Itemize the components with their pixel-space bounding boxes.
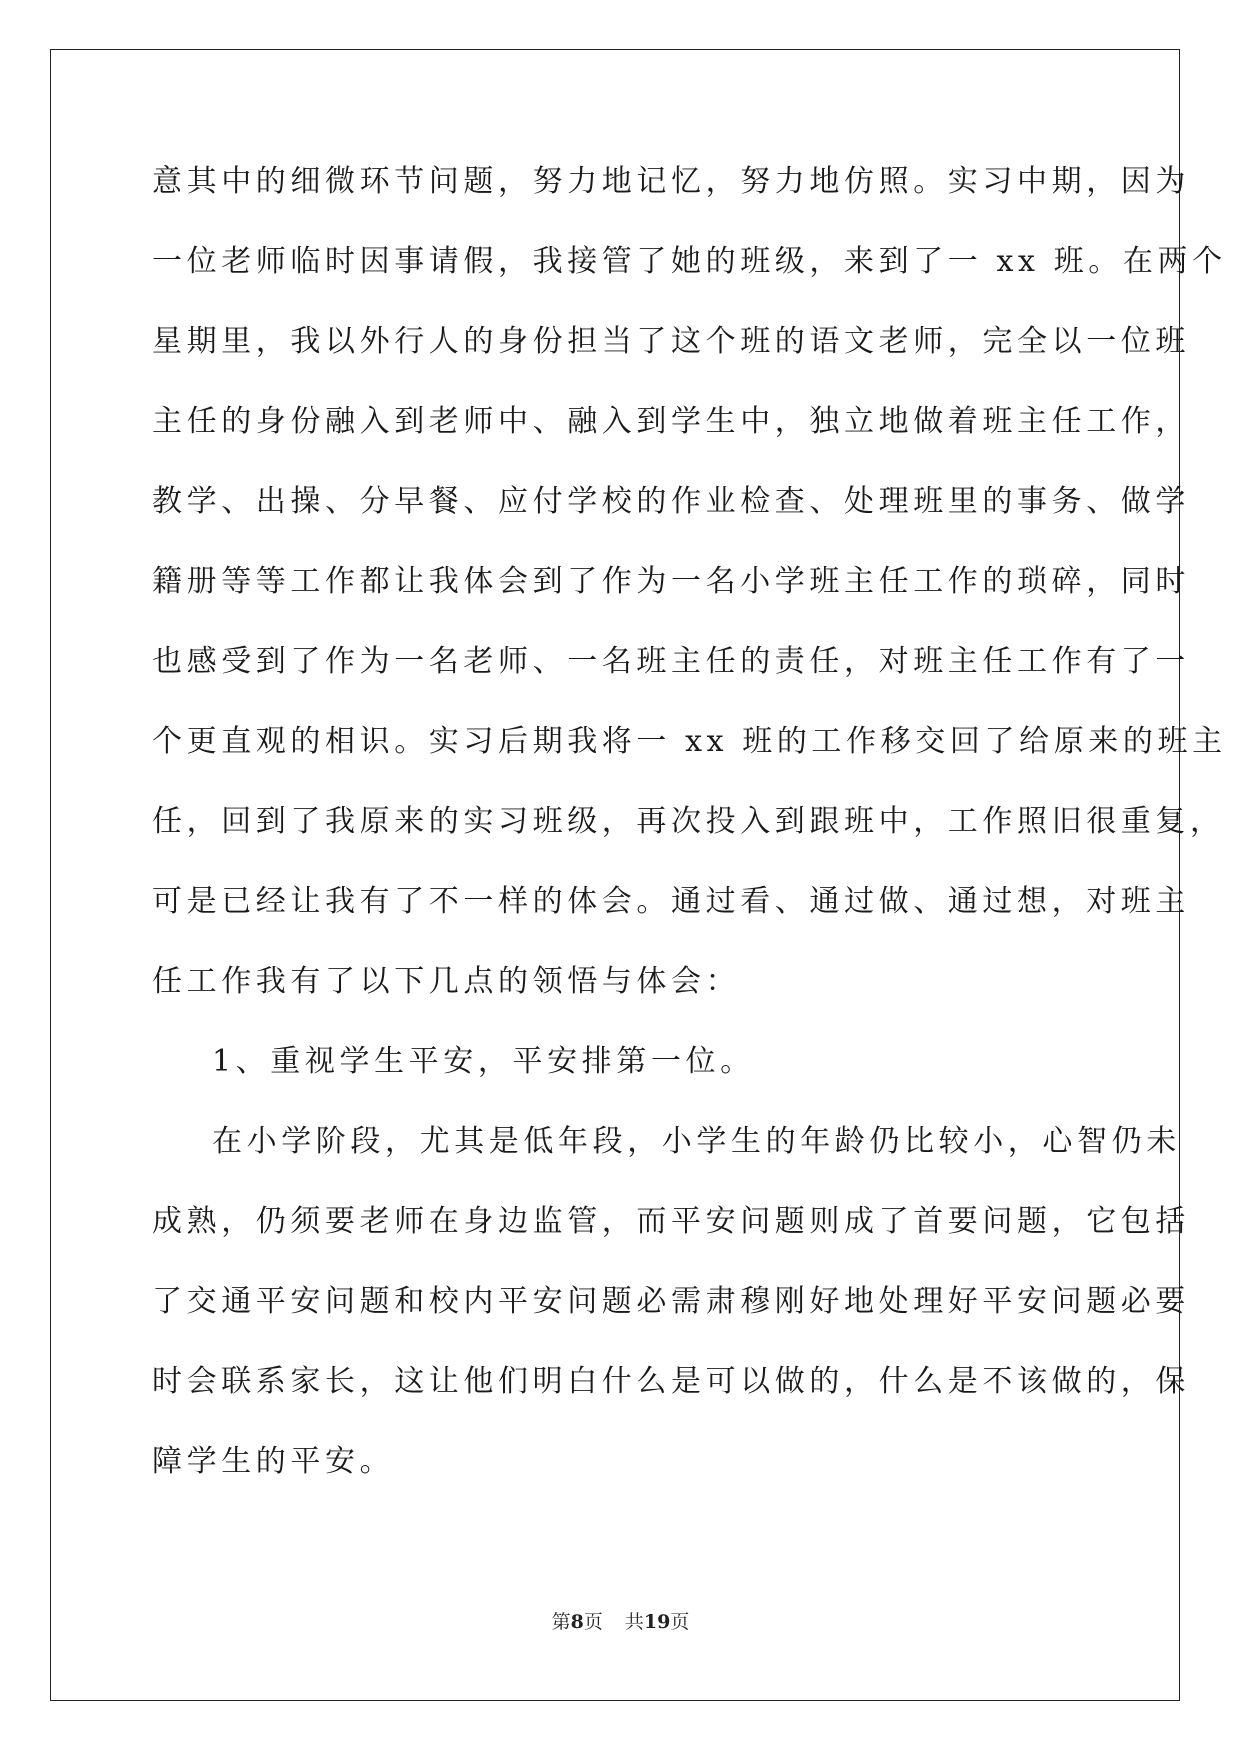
- text-line: 时会联系家长，这让他们明白什么是可以做的，什么是不该做的，保: [152, 1364, 1190, 1399]
- page-footer: [0, 1607, 1241, 1634]
- total-suffix: 页: [670, 1611, 690, 1633]
- page-prefix: 第: [551, 1611, 571, 1633]
- text-line: 个更直观的相识。实习后期我将一 xx 班的工作移交回了给原来的班主: [152, 724, 1227, 759]
- text-line: 教学、出操、分早餐、应付学校的作业检查、处理班里的事务、做学: [152, 484, 1190, 519]
- text-line: 主任的身份融入到老师中、融入到学生中，独立地做着班主任工作，: [152, 404, 1190, 439]
- text-line: 一位老师临时因事请假，我接管了她的班级，来到了一 xx 班。在两个: [152, 244, 1227, 279]
- text-line: 障学生的平安。: [152, 1444, 395, 1479]
- section-heading: 1、重视学生平安，平安排第一位。: [212, 1044, 755, 1079]
- text-line: 了交通平安问题和校内平安问题必需肃穆刚好地处理好平安问题必要: [152, 1284, 1190, 1319]
- text-line: 意其中的细微环节问题，努力地记忆，努力地仿照。实习中期，因为: [152, 164, 1190, 199]
- text-line: 可是已经让我有了不一样的体会。通过看、通过做、通过想，对班主: [152, 884, 1190, 919]
- text-line: 任，回到了我原来的实习班级，再次投入到跟班中，工作照旧很重复，: [152, 804, 1225, 839]
- text-line: 任工作我有了以下几点的领悟与体会：: [152, 964, 741, 999]
- text-line: 成熟，仍须要老师在身边监管，而平安问题则成了首要问题，它包括: [152, 1204, 1190, 1239]
- document-body: [152, 162, 1227, 1522]
- text-line: 籍册等等工作都让我体会到了作为一名小学班主任工作的琐碎，同时: [152, 564, 1190, 599]
- text-line: 也感受到了作为一名老师、一名班主任的责任，对班主任工作有了一: [152, 644, 1190, 679]
- text-line: 在小学阶段，尤其是低年段，小学生的年龄仍比较小，心智仍未: [212, 1124, 1181, 1159]
- page-total: 19: [643, 1611, 671, 1633]
- page-suffix: 页: [583, 1611, 603, 1633]
- page-current: 8: [570, 1611, 584, 1633]
- text-line: 星期里，我以外行人的身份担当了这个班的语文老师，完全以一位班: [152, 324, 1190, 359]
- total-prefix: 共: [624, 1611, 644, 1633]
